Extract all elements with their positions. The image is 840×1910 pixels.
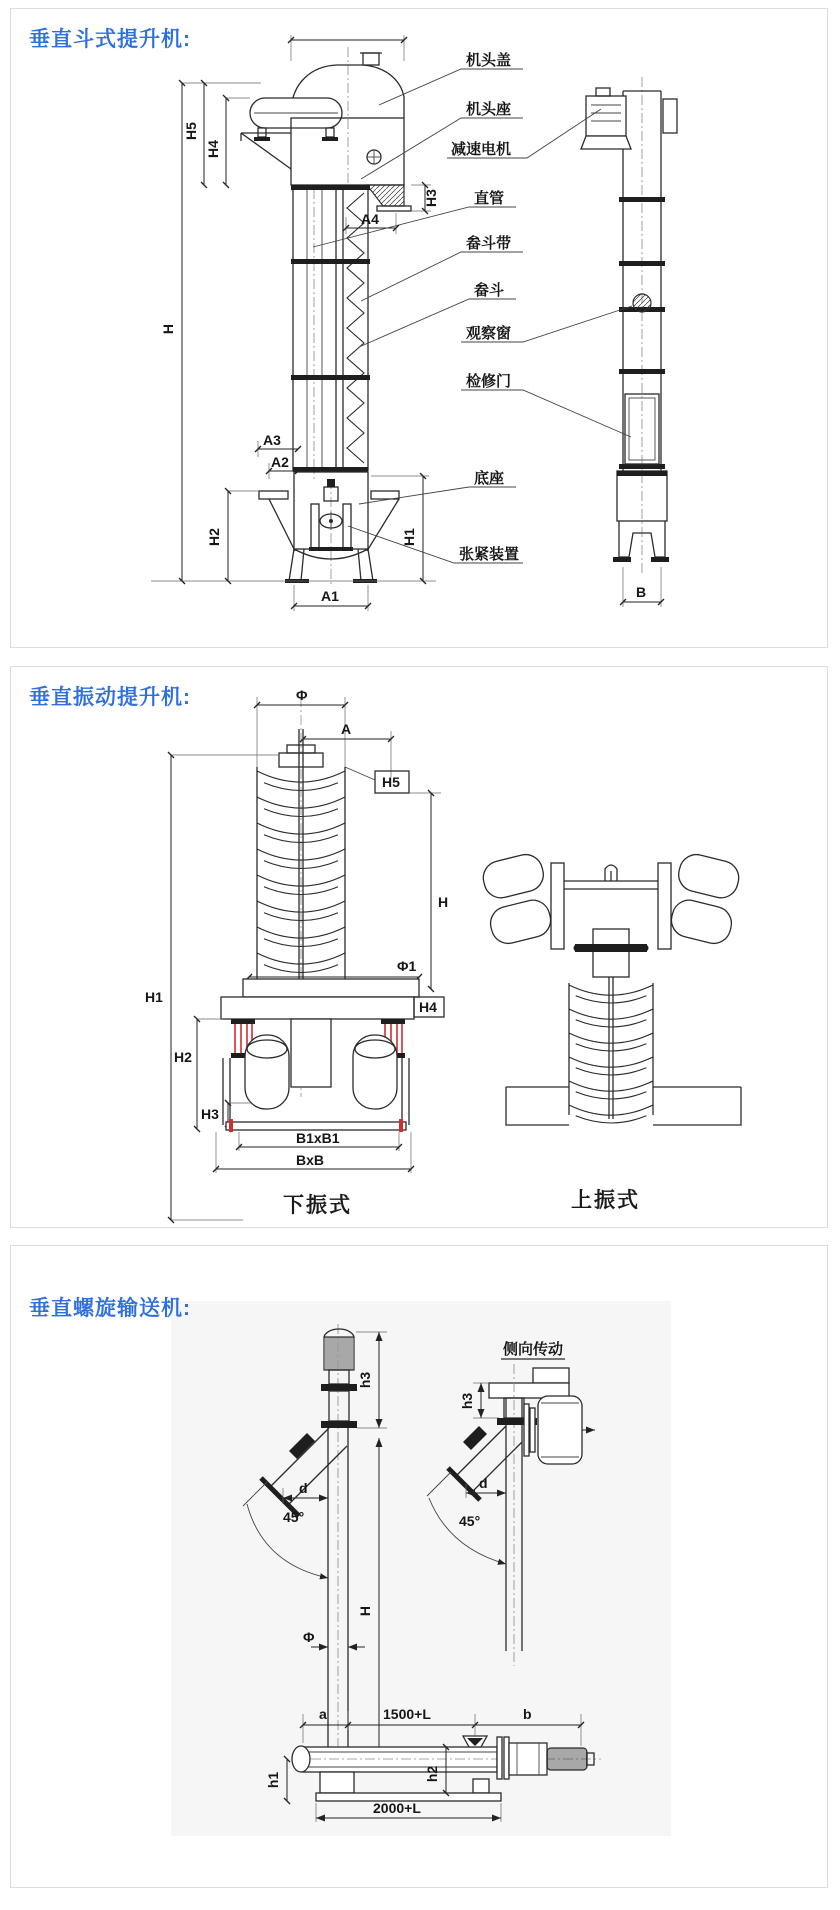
label-head-seat: 机头座 [466,101,512,118]
label-side-drive: 侧向传动 [503,1341,564,1358]
dim-H2: H2 [174,1049,192,1065]
caption-up-vibration: 上振式 [571,1189,640,1212]
panel-vibration-elevator [10,666,828,1228]
panel-bucket-elevator [10,8,828,648]
panel1-title: 垂直斗式提升机: [29,28,191,51]
dim-A4: A4 [361,211,379,227]
panel3-title: 垂直螺旋输送机: [29,1297,191,1320]
dim-H4: H4 [205,140,221,158]
dim-1500L: 1500+L [383,1706,431,1722]
dim-A1: A1 [321,588,339,604]
dim-H5: H5 [183,122,199,140]
dim-45-right: 45° [459,1513,481,1529]
dim-A2: A2 [271,454,289,470]
up-vibration-view [476,851,746,1212]
screw-conveyor-drawing [11,1246,827,1887]
dim-B: B [636,584,647,600]
dim-phi1: Φ1 [397,958,417,974]
dim-B1xB1: B1xB1 [296,1130,340,1146]
panel-screw-conveyor [10,1245,828,1888]
dim-H1: H1 [145,989,163,1005]
label-gear-motor: 减速电机 [451,141,512,158]
dim-45-left: 45° [283,1509,305,1525]
label-observe-window: 观察窗 [466,325,512,342]
dim-h1: h1 [265,1771,281,1789]
front-dimensions [160,83,439,611]
label-head-cover: 机头盖 [466,52,512,69]
label-bucket-belt: 畚斗带 [466,235,512,252]
dim-H-left: H [357,1605,373,1617]
vibration-elevator-drawing [11,667,827,1227]
dim-h3-right: h3 [459,1392,475,1410]
panel2-title: 垂直振动提升机: [29,686,191,709]
dim-d-right: d [479,1475,488,1491]
side-view [581,77,677,607]
label-access-door: 检修门 [466,373,512,390]
label-base-seat: 底座 [474,470,505,487]
part-labels [313,51,632,563]
dim-2000L: 2000+L [373,1800,421,1816]
front-view [151,35,436,584]
dim-H5b: H5 [382,774,400,790]
bucket-elevator-drawing [11,9,827,647]
dim-d-left: d [299,1480,308,1496]
dim-H1: H1 [401,528,417,546]
dim-A: A [341,721,352,737]
dim-h3-left: h3 [357,1371,373,1389]
label-bucket: 畚斗 [474,282,505,299]
dim-H3: H3 [423,189,439,207]
dim-a: a [319,1706,327,1722]
down-vibration-view [145,687,448,1220]
label-straight-pipe: 直管 [474,190,505,207]
caption-down-vibration: 下振式 [283,1194,352,1217]
dim-A3: A3 [263,432,281,448]
dim-H2: H2 [206,528,222,546]
dim-phi: Φ [296,687,308,703]
dim-H4: H4 [419,999,437,1015]
dim-b: b [523,1706,532,1722]
dim-H3: H3 [201,1106,219,1122]
label-tension-device: 张紧装置 [459,546,520,563]
dim-phi: Φ [303,1629,315,1645]
dim-H: H [438,894,449,910]
dim-BxB: BxB [296,1152,325,1168]
dim-h2: h2 [424,1765,440,1783]
dim-H: H [160,323,176,335]
